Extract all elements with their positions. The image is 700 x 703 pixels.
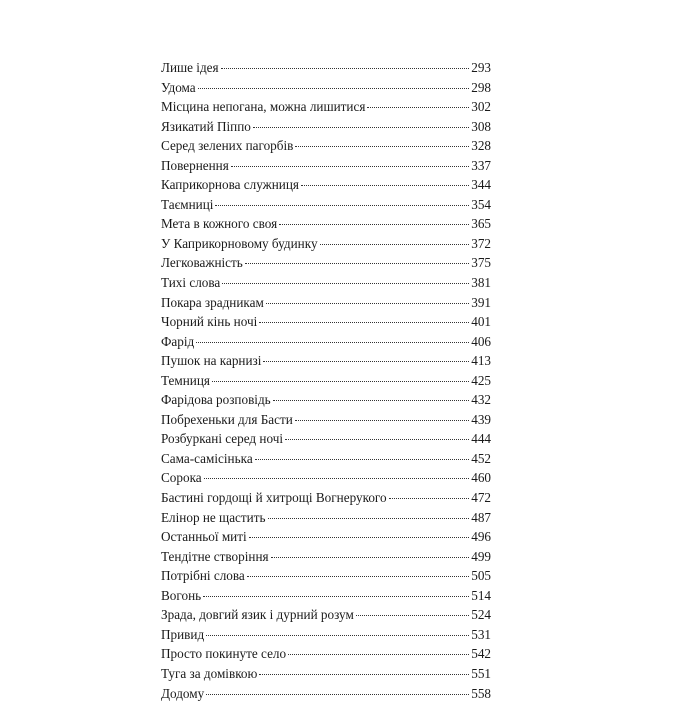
toc-entry-page-number: 514: [471, 586, 491, 606]
toc-entry-title: Зрада, довгий язик і дурний розум: [161, 605, 354, 625]
toc-entry-title: Каприкорнова служниця: [161, 175, 299, 195]
toc-entry: [161, 449, 491, 469]
toc-entry: [161, 468, 491, 488]
dot-leader: [245, 262, 469, 264]
dot-leader: [204, 477, 469, 479]
toc-entry-title: Мета в кожного своя: [161, 214, 277, 234]
table-of-contents: [161, 58, 491, 703]
toc-entry-page-number: 344: [471, 175, 491, 195]
toc-entry-title: Темниця: [161, 371, 210, 391]
toc-entry: [161, 664, 491, 684]
toc-entry-page-number: 328: [471, 136, 491, 156]
toc-entry-page-number: 487: [471, 508, 491, 528]
dot-leader: [212, 380, 469, 382]
dot-leader: [389, 497, 469, 499]
dot-leader: [271, 556, 469, 558]
dot-leader: [249, 536, 469, 538]
toc-entry-page-number: 372: [471, 234, 491, 254]
dot-leader: [367, 106, 469, 108]
toc-entry: [161, 410, 491, 430]
toc-entry: [161, 488, 491, 508]
toc-entry: [161, 684, 491, 703]
toc-entry-title: Чорний кінь ночі: [161, 312, 257, 332]
toc-entry-title: Тендітне створіння: [161, 547, 269, 567]
toc-entry-page-number: 337: [471, 156, 491, 176]
toc-entry-page-number: 499: [471, 547, 491, 567]
toc-entry: [161, 644, 491, 664]
toc-entry-title: Покара зрадникам: [161, 293, 264, 313]
dot-leader: [356, 614, 469, 616]
toc-entry: [161, 527, 491, 547]
toc-entry-title: Пушок на карнизі: [161, 351, 261, 371]
toc-entry-title: Елінор не щастить: [161, 508, 266, 528]
dot-leader: [255, 458, 469, 460]
toc-entry-page-number: 542: [471, 644, 491, 664]
toc-entry-title: Легковажність: [161, 253, 243, 273]
toc-entry-page-number: 425: [471, 371, 491, 391]
toc-entry: [161, 566, 491, 586]
dot-leader: [320, 243, 469, 245]
toc-entry: [161, 371, 491, 391]
dot-leader: [221, 67, 469, 69]
toc-entry: [161, 97, 491, 117]
toc-entry: [161, 195, 491, 215]
dot-leader: [295, 419, 469, 421]
toc-entry-page-number: 452: [471, 449, 491, 469]
toc-entry: [161, 253, 491, 273]
toc-entry-title: Розбуркані серед ночі: [161, 429, 283, 449]
toc-entry: [161, 351, 491, 371]
dot-leader: [215, 204, 469, 206]
toc-entry-title: Повернення: [161, 156, 229, 176]
dot-leader: [198, 87, 469, 89]
toc-entry-page-number: 524: [471, 605, 491, 625]
dot-leader: [203, 595, 469, 597]
toc-entry-page-number: 375: [471, 253, 491, 273]
dot-leader: [259, 673, 469, 675]
dot-leader: [231, 165, 469, 167]
toc-entry-page-number: 365: [471, 214, 491, 234]
dot-leader: [301, 184, 469, 186]
toc-entry: [161, 58, 491, 78]
toc-entry-page-number: 401: [471, 312, 491, 332]
toc-entry: [161, 390, 491, 410]
toc-entry-page-number: 460: [471, 468, 491, 488]
toc-entry-page-number: 381: [471, 273, 491, 293]
toc-entry: [161, 136, 491, 156]
toc-entry-title: У Каприкорновому будинку: [161, 234, 318, 254]
toc-entry: [161, 175, 491, 195]
dot-leader: [263, 360, 469, 362]
toc-entry-title: Тихі слова: [161, 273, 220, 293]
toc-entry-page-number: 531: [471, 625, 491, 645]
toc-entry-page-number: 558: [471, 684, 491, 703]
dot-leader: [206, 693, 469, 695]
toc-entry-title: Додому: [161, 684, 204, 703]
toc-entry-page-number: 444: [471, 429, 491, 449]
toc-entry: [161, 78, 491, 98]
toc-entry: [161, 156, 491, 176]
toc-entry-page-number: 308: [471, 117, 491, 137]
toc-entry-page-number: 432: [471, 390, 491, 410]
toc-entry-page-number: 298: [471, 78, 491, 98]
dot-leader: [295, 145, 469, 147]
toc-entry-title: Вогонь: [161, 586, 201, 606]
dot-leader: [259, 321, 469, 323]
toc-entry-title: Лише ідея: [161, 58, 219, 78]
toc-entry: [161, 214, 491, 234]
toc-entry-page-number: 302: [471, 97, 491, 117]
toc-entry-page-number: 496: [471, 527, 491, 547]
dot-leader: [273, 399, 469, 401]
toc-entry: [161, 332, 491, 352]
toc-entry-title: Привид: [161, 625, 204, 645]
toc-entry-page-number: 551: [471, 664, 491, 684]
toc-entry: [161, 586, 491, 606]
toc-entry-title: Сама-самісінька: [161, 449, 253, 469]
toc-entry: [161, 429, 491, 449]
toc-entry-page-number: 293: [471, 58, 491, 78]
toc-entry: [161, 605, 491, 625]
toc-entry-title: Потрібні слова: [161, 566, 245, 586]
toc-entry-title: Місцина непогана, можна лишитися: [161, 97, 365, 117]
dot-leader: [279, 223, 469, 225]
toc-entry-title: Таємниці: [161, 195, 213, 215]
dot-leader: [266, 302, 469, 304]
dot-leader: [288, 653, 469, 655]
toc-entry: [161, 273, 491, 293]
dot-leader: [222, 282, 469, 284]
toc-entry-page-number: 406: [471, 332, 491, 352]
dot-leader: [196, 341, 469, 343]
toc-entry: [161, 234, 491, 254]
toc-entry-page-number: 505: [471, 566, 491, 586]
toc-entry: [161, 293, 491, 313]
dot-leader: [206, 634, 469, 636]
toc-entry-title: Фарідова розповідь: [161, 390, 271, 410]
toc-entry-page-number: 391: [471, 293, 491, 313]
toc-entry-page-number: 472: [471, 488, 491, 508]
toc-entry-title: Останньої миті: [161, 527, 247, 547]
toc-entry-title: Просто покинуте село: [161, 644, 286, 664]
toc-entry: [161, 625, 491, 645]
toc-entry-title: Сорока: [161, 468, 202, 488]
toc-entry-page-number: 413: [471, 351, 491, 371]
toc-entry-title: Туга за домівкою: [161, 664, 257, 684]
toc-entry: [161, 117, 491, 137]
dot-leader: [268, 517, 469, 519]
dot-leader: [285, 438, 469, 440]
toc-entry-title: Язикатий Піппо: [161, 117, 251, 137]
dot-leader: [253, 126, 469, 128]
toc-entry: [161, 508, 491, 528]
toc-entry: [161, 547, 491, 567]
toc-entry-title: Побрехеньки для Басти: [161, 410, 293, 430]
dot-leader: [247, 575, 469, 577]
toc-entry-title: Удома: [161, 78, 196, 98]
toc-entry-page-number: 354: [471, 195, 491, 215]
toc-entry: [161, 312, 491, 332]
toc-entry-title: Бастині гордощі й хитрощі Вогнерукого: [161, 488, 387, 508]
toc-entry-page-number: 439: [471, 410, 491, 430]
toc-entry-title: Фарід: [161, 332, 194, 352]
toc-entry-title: Серед зелених пагорбів: [161, 136, 293, 156]
